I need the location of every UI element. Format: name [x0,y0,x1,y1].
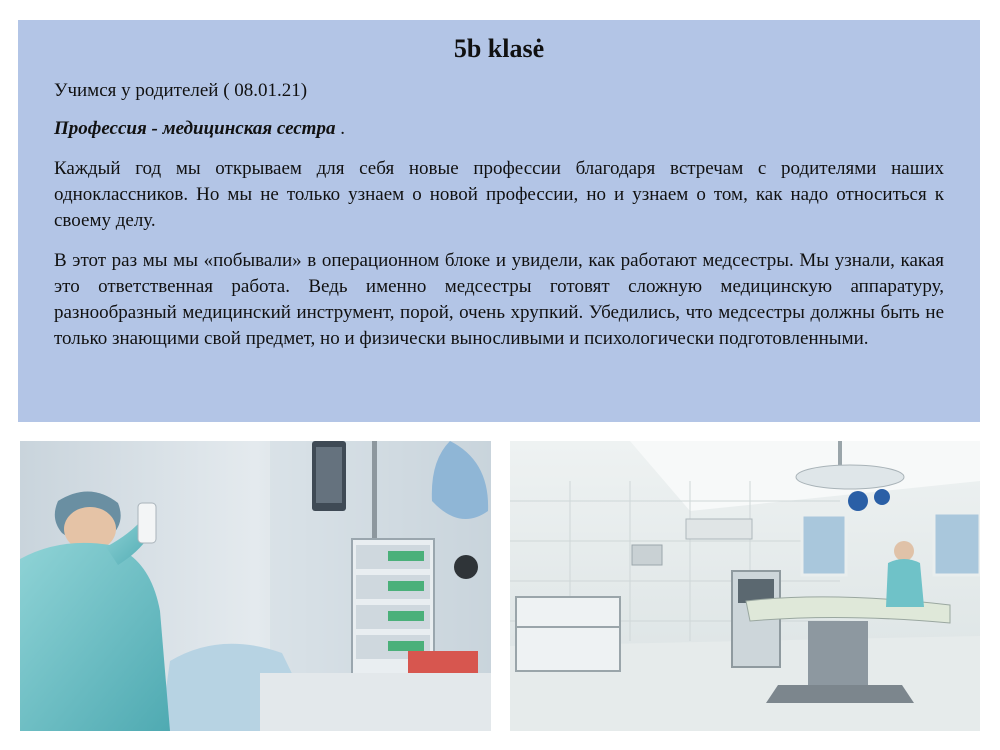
page-title: 5b klasė [453,34,545,63]
nurse-scene-illustration [20,441,491,731]
profession-suffix: . [335,118,345,139]
photo-nurse-preparing-equipment [20,441,491,731]
paragraph-visit: В этот раз мы мы «побывали» в операционном блоке и увидели, как работают медсестры. Мы узнали, какая это ответственная работа. Ведь именно медсестры готовят сложную медицинскую аппаратуру, разнообразный медицинский инструмент, порой, очень хрупкий. Убедились, что медсестры должны быть не только знающими свой предмет, но и физически выносливыми и психологически подготовленными. [54,250,944,349]
subtitle: Учимся у родителей ( 08.01.21) [54,80,308,101]
text-panel [18,20,980,422]
profession-line [54,116,944,142]
operating-room-illustration [510,441,980,731]
photo-operating-room [510,441,980,731]
profession-label: Профессия - медицинская сестра [54,118,336,139]
paragraph-intro: Каждый год мы открываем для себя новые профессии благодаря встречам с родителями наших одноклассников. Но мы не только узнаем о новой профессии, но и узнаем о том, как надо относиться к своему делу. [54,158,944,231]
